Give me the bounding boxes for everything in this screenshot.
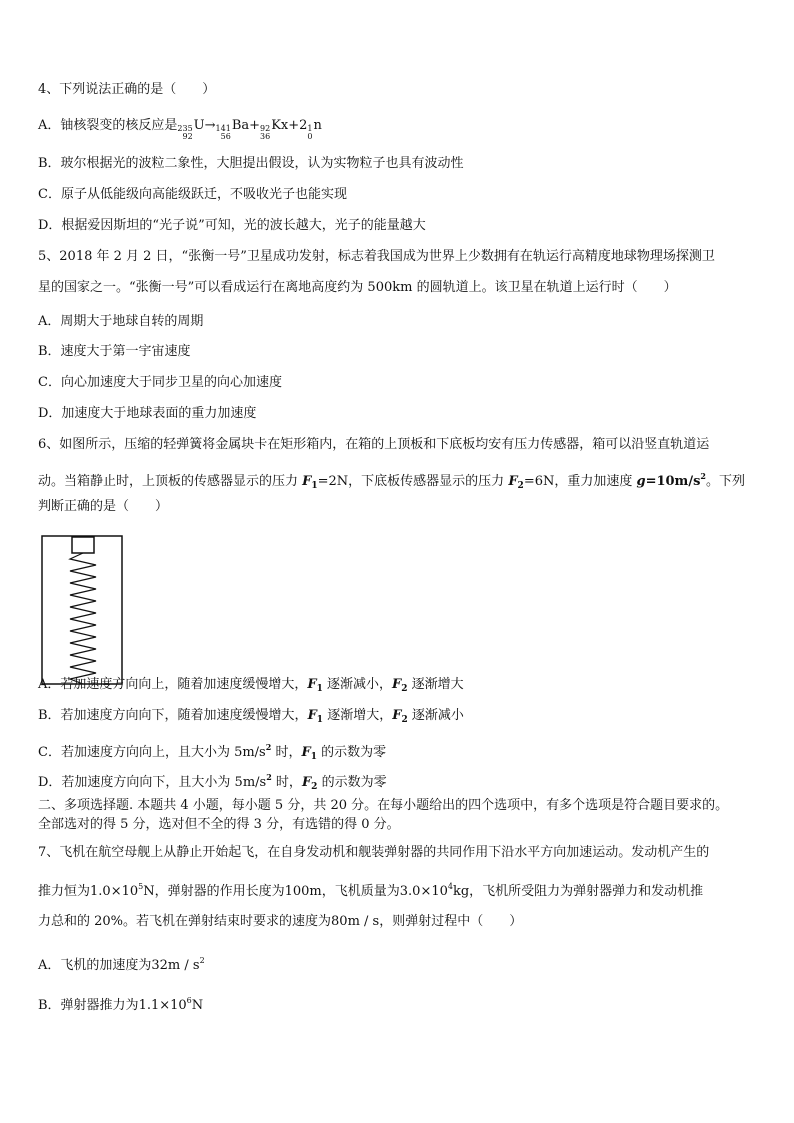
q5-option-d: D．加速度大于地球表面的重力加速度 <box>38 406 257 421</box>
q5-option-c: C．向心加速度大于同步卫星的向心加速度 <box>38 375 282 390</box>
q7-stem-line-1: 7、飞机在航空母舰上从静止开始起飞，在自身发动机和舰装弹射器的共同作用下沿水平方向加速运动。发动机产生的 <box>38 845 710 860</box>
q6-stem-line-2: 动。当箱静止时，上顶板的传感器显示的压力 $F_1=2N$，下底板传感器显示的压力 $F_2=6N$，重力加速度 $g=10m/s^2$。下列 <box>38 471 745 491</box>
q5-option-b: B．速度大于第一宇宙速度 <box>38 344 191 359</box>
spring-box-figure <box>40 535 124 687</box>
q6-option-b: B．若加速度方向向下，随着加速度缓慢增大，$F_1$ 逐渐增大，$F_2$ 逐渐减小 <box>38 708 464 725</box>
q5-option-a: A．周期大于地球自转的周期 <box>38 314 204 329</box>
q5-stem-line-2: 星的国家之一。“张衡一号”可以看成运行在离地高度约为 500km 的圆轨道上。该卫星在轨道上运行时（ ） <box>38 280 677 295</box>
q7-option-b: B．弹射器推力为$1.1\times 10^6N$ <box>38 996 204 1013</box>
section-2-heading-line-2: 全部选对的得 5 分，选对但不全的得 3 分，有选错的得 0 分。 <box>38 817 400 832</box>
metal-block <box>72 537 94 553</box>
section-2-heading-line-1: 二、多项选择题. 本题共 4 小题，每小题 5 分，共 20 分。在每小题给出的四个选项中，有多个选项是符合题目要求的。 <box>38 798 729 813</box>
q6-option-a: A．若加速度方向向上，随着加速度缓慢增大，$F_1$ 逐渐减小，$F_2$ 逐渐增大 <box>38 677 464 694</box>
q6-stem-line-3: 判断正确的是（ ） <box>38 499 169 514</box>
q4-option-a: A．铀核裂变的核反应是 235 92 U→ 141 56 Ba+ 92 36 Kx+2 1 0 n <box>38 118 322 141</box>
q6-option-c: C．若加速度方向向上，且大小为 $5m/s^2$ 时，$F_1$ 的示数为零 <box>38 742 387 762</box>
q4-option-b: B．玻尔根据光的波粒二象性，大胆提出假设，认为实物粒子也具有波动性 <box>38 156 464 171</box>
q7-option-a: A．飞机的加速度为$32m / s^2$ <box>38 956 205 973</box>
q4-option-c: C．原子从低能级向高能级跃迁，不吸收光子也能实现 <box>38 187 347 202</box>
q7-stem-line-3: 力总和的 20%。若飞机在弹射结束时要求的速度为80m / s，则弹射过程中（ ） <box>38 914 523 929</box>
q5-stem-line-1: 5、2018 年 2 月 2 日，“张衡一号”卫星成功发射，标志着我国成为世界上少数拥有在轨运行高精度地球物理场探测卫 <box>38 249 715 264</box>
q4-stem: 4、下列说法正确的是（ ） <box>38 82 216 97</box>
q6-stem-line-1: 6、如图所示，压缩的轻弹簧将金属块卡在矩形箱内，在箱的上顶板和下底板均安有压力传感器，箱可以沿竖直轨道运 <box>38 437 710 452</box>
q6-option-d: D．若加速度方向向下，且大小为 $5m/s^2$ 时，$F_2$ 的示数为零 <box>38 772 387 792</box>
q4-option-d: D．根据爱因斯坦的“光子说”可知，光的波长越大，光子的能量越大 <box>38 218 426 233</box>
q7-stem-line-2: 推力恒为$1.0\times 10^5N$，弹射器的作用长度为100m，飞机质量为$3.0\times 10^4kg$，飞机所受阻力为弹射器弹力和发动机推 <box>38 882 704 899</box>
q4-option-a-label: A．铀核裂变的核反应是 <box>38 118 178 133</box>
compressed-spring <box>70 553 96 684</box>
